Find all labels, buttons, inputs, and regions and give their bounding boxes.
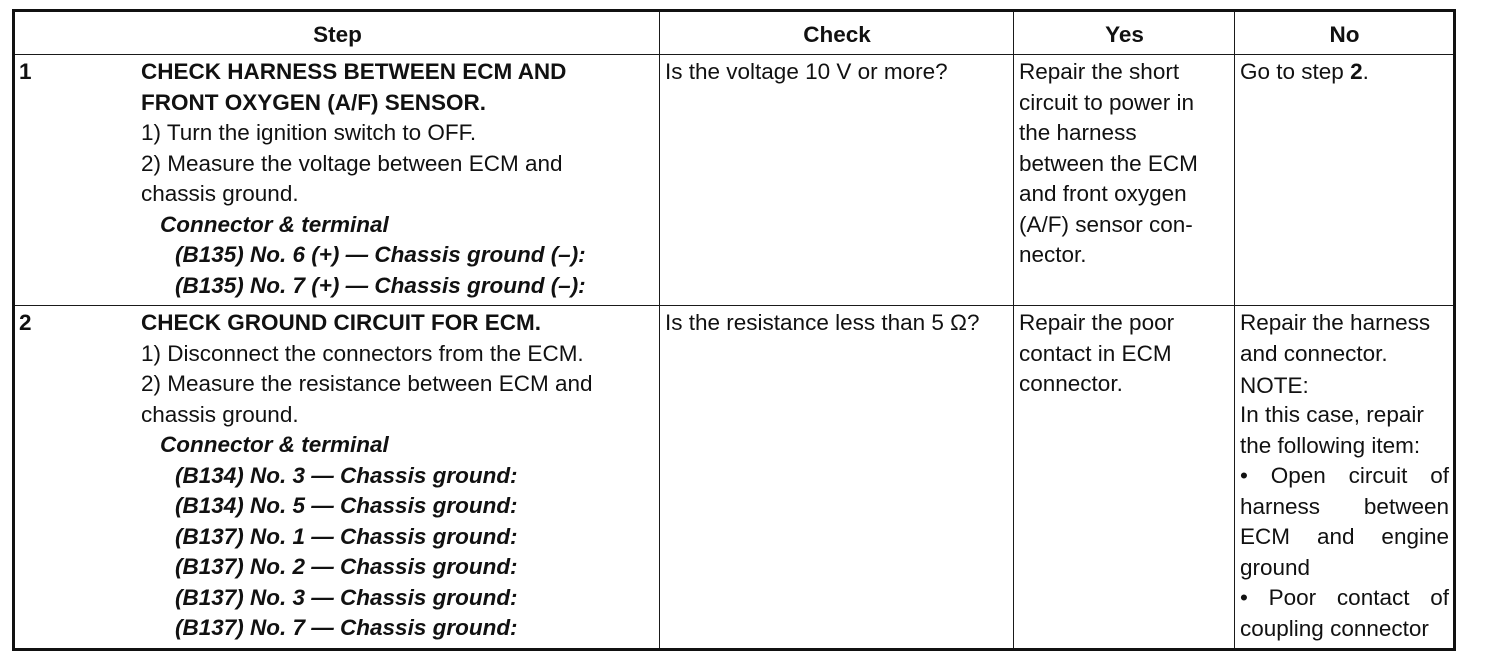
- note-label: NOTE:: [1240, 373, 1309, 398]
- step-title-line: FRONT OXYGEN (A/F) SENSOR.: [141, 89, 487, 115]
- instruction-line: 2) Measure the resistance between ECM and: [141, 371, 593, 396]
- no-cell: [1235, 55, 1455, 306]
- terminal-line: (B134) No. 3 — Chassis ground:: [175, 462, 518, 488]
- instruction-line: chassis ground.: [141, 401, 299, 427]
- header-row: [14, 11, 1455, 55]
- no-line: Repair the harness: [1240, 310, 1431, 335]
- yes-line: contact in ECM: [1019, 340, 1172, 366]
- header-check: Check: [660, 11, 1014, 55]
- diagnostic-table: [12, 9, 1456, 651]
- instruction-line: 2) Measure the voltage between ECM and: [141, 150, 563, 176]
- note-line: coupling connector: [1240, 615, 1429, 641]
- header-yes: Yes: [1014, 11, 1235, 55]
- connector-label: Connector & terminal: [160, 432, 389, 457]
- note-line: ECM and engine: [1240, 524, 1449, 549]
- note-line: the following item:: [1240, 432, 1421, 458]
- yes-line: circuit to power in: [1019, 89, 1195, 115]
- note-line: ground: [1240, 554, 1311, 580]
- step-number: 1: [19, 59, 32, 84]
- step-title-line: CHECK HARNESS BETWEEN ECM AND: [141, 59, 567, 84]
- instruction-line: 1) Turn the ignition switch to OFF.: [141, 120, 477, 145]
- yes-line: (A/F) sensor con-: [1019, 211, 1193, 237]
- yes-line: and front oxygen: [1019, 181, 1187, 206]
- step-cell: [14, 55, 660, 306]
- no-line: and connector.: [1240, 340, 1388, 366]
- connector-label: Connector & terminal: [160, 211, 389, 237]
- step-cell: [14, 306, 660, 650]
- terminal-line: (B135) No. 7 (+) — Chassis ground (–):: [175, 272, 586, 298]
- yes-line: connector.: [1019, 371, 1123, 396]
- no-step-ref: 2: [1350, 59, 1363, 84]
- table-row: [14, 55, 1455, 306]
- terminal-line: (B134) No. 5 — Chassis ground:: [175, 493, 518, 518]
- yes-line: Repair the poor: [1019, 310, 1175, 335]
- terminal-line: (B135) No. 6 (+) — Chassis ground (–):: [175, 242, 586, 267]
- check-cell: Is the resistance less than 5 Ω?: [660, 306, 1014, 650]
- yes-line: the harness: [1019, 120, 1137, 145]
- terminal-line: (B137) No. 7 — Chassis ground:: [175, 615, 518, 640]
- yes-cell: [1014, 55, 1235, 306]
- no-cell: [1235, 306, 1455, 650]
- step-number: 2: [19, 310, 32, 335]
- note-line: • Open circuit of: [1240, 463, 1449, 488]
- table-row: [14, 306, 1455, 650]
- note-line: In this case, repair: [1240, 402, 1424, 427]
- yes-line: nector.: [1019, 242, 1087, 267]
- yes-line: Repair the short: [1019, 59, 1180, 84]
- header-no: No: [1235, 11, 1455, 55]
- yes-line: between the ECM: [1019, 150, 1198, 176]
- step-title-line: CHECK GROUND CIRCUIT FOR ECM.: [141, 310, 541, 335]
- no-text: Go to step: [1240, 59, 1351, 84]
- note-line: harness between: [1240, 493, 1449, 519]
- check-cell: Is the voltage 10 V or more?: [660, 55, 1014, 306]
- note-line: • Poor contact of: [1240, 585, 1449, 610]
- terminal-line: (B137) No. 1 — Chassis ground:: [175, 523, 518, 549]
- no-text-suffix: .: [1362, 59, 1369, 84]
- terminal-line: (B137) No. 2 — Chassis ground:: [175, 554, 518, 579]
- header-step: Step: [14, 11, 660, 55]
- terminal-line: (B137) No. 3 — Chassis ground:: [175, 584, 518, 610]
- instruction-line: 1) Disconnect the connectors from the ECM.: [141, 340, 584, 366]
- instruction-line: chassis ground.: [141, 181, 299, 206]
- yes-cell: [1014, 306, 1235, 650]
